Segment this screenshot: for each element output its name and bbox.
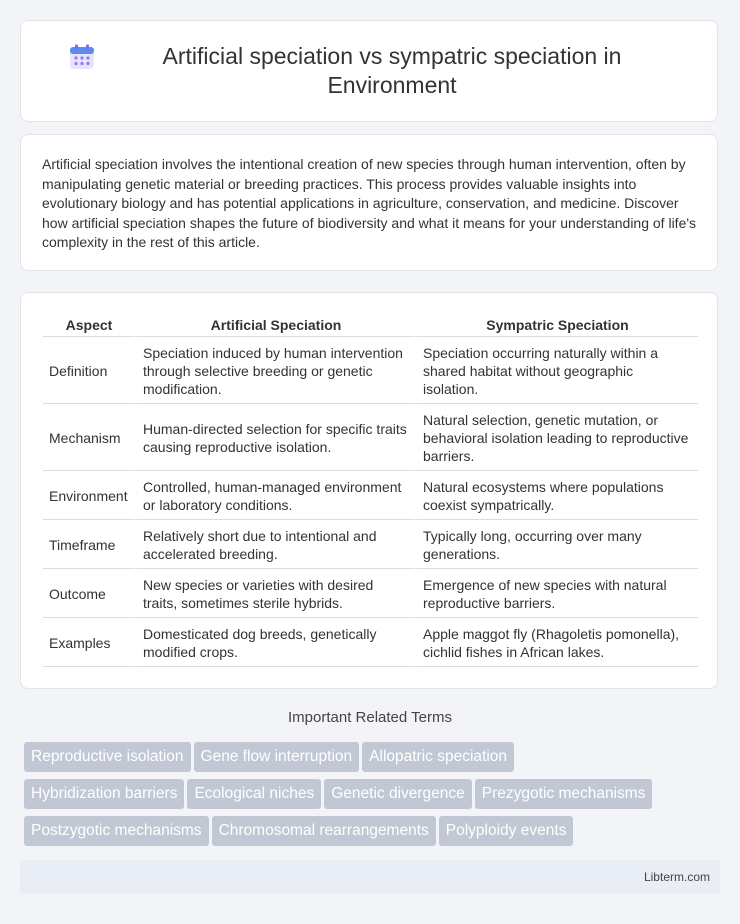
artificial-cell: New species or varieties with desired traits, sometimes sterile hybrids. <box>135 569 415 618</box>
table-row <box>43 520 698 569</box>
related-term-tag[interactable]: Postzygotic mechanisms <box>24 816 209 846</box>
header-aspect: Aspect <box>43 313 135 337</box>
page-title: Artificial speciation vs sympatric speciation in Environment <box>162 43 622 98</box>
sympatric-cell: Apple maggot fly (Rhagoletis pomonella), cichlid fishes in African lakes. <box>415 618 698 667</box>
aspect-cell: Environment <box>43 471 135 520</box>
header <box>69 42 669 100</box>
table-row <box>43 404 698 471</box>
header-card <box>20 20 718 122</box>
sympatric-cell: Natural selection, genetic mutation, or behavioral isolation leading to reproductive barriers. <box>415 404 698 471</box>
related-term-tag[interactable]: Chromosomal rearrangements <box>212 816 436 846</box>
intro-card <box>20 134 718 271</box>
artificial-cell: Relatively short due to intentional and accelerated breeding. <box>135 520 415 569</box>
table-row <box>43 471 698 520</box>
intro-paragraph: Artificial speciation involves the intentional creation of new species through human intervention, often by manipulating genetic material or breeding practices. This process provides valuable insights into evolutionary biology and has potential applications in agriculture, conservation, and medicine. Discover how artificial speciation shapes the future of biodiversity and what it means for your understanding of life's complexity in the rest of this article. <box>42 156 697 250</box>
related-term-tag[interactable]: Prezygotic mechanisms <box>475 779 653 809</box>
footer-site-link[interactable]: Libterm.com <box>643 870 710 884</box>
aspect-cell: Examples <box>43 618 135 667</box>
footer <box>20 860 720 894</box>
comparison-table <box>43 313 698 667</box>
related-term-tag[interactable]: Allopatric speciation <box>362 742 514 772</box>
sympatric-cell: Natural ecosystems where populations coexist sympatrically. <box>415 471 698 520</box>
related-term-tag[interactable]: Polyploidy events <box>439 816 574 846</box>
related-term-tag[interactable]: Hybridization barriers <box>24 779 184 809</box>
artificial-cell: Controlled, human-managed environment or laboratory conditions. <box>135 471 415 520</box>
table-row <box>43 618 698 667</box>
aspect-cell: Outcome <box>43 569 135 618</box>
table-row <box>43 569 698 618</box>
aspect-cell: Definition <box>43 337 135 404</box>
header-sympatric: Sympatric Speciation <box>415 313 698 337</box>
comparison-card <box>20 292 718 689</box>
related-terms-list <box>24 742 724 853</box>
sympatric-cell: Typically long, occurring over many generations. <box>415 520 698 569</box>
table-row <box>43 337 698 404</box>
calendar-icon <box>69 44 95 70</box>
sympatric-cell: Emergence of new species with natural reproductive barriers. <box>415 569 698 618</box>
aspect-cell: Timeframe <box>43 520 135 569</box>
artificial-cell: Human-directed selection for specific traits causing reproductive isolation. <box>135 404 415 471</box>
sympatric-cell: Speciation occurring naturally within a shared habitat without geographic isolation. <box>415 337 698 404</box>
related-term-tag[interactable]: Gene flow interruption <box>194 742 360 772</box>
related-term-tag[interactable]: Ecological niches <box>187 779 321 809</box>
related-term-tag[interactable]: Reproductive isolation <box>24 742 191 772</box>
aspect-cell: Mechanism <box>43 404 135 471</box>
related-term-tag[interactable]: Genetic divergence <box>324 779 472 809</box>
artificial-cell: Domesticated dog breeds, genetically modified crops. <box>135 618 415 667</box>
header-artificial: Artificial Speciation <box>135 313 415 337</box>
related-terms-heading: Important Related Terms <box>288 709 452 726</box>
artificial-cell: Speciation induced by human intervention through selective breeding or genetic modification. <box>135 337 415 404</box>
table-header-row <box>43 313 698 337</box>
